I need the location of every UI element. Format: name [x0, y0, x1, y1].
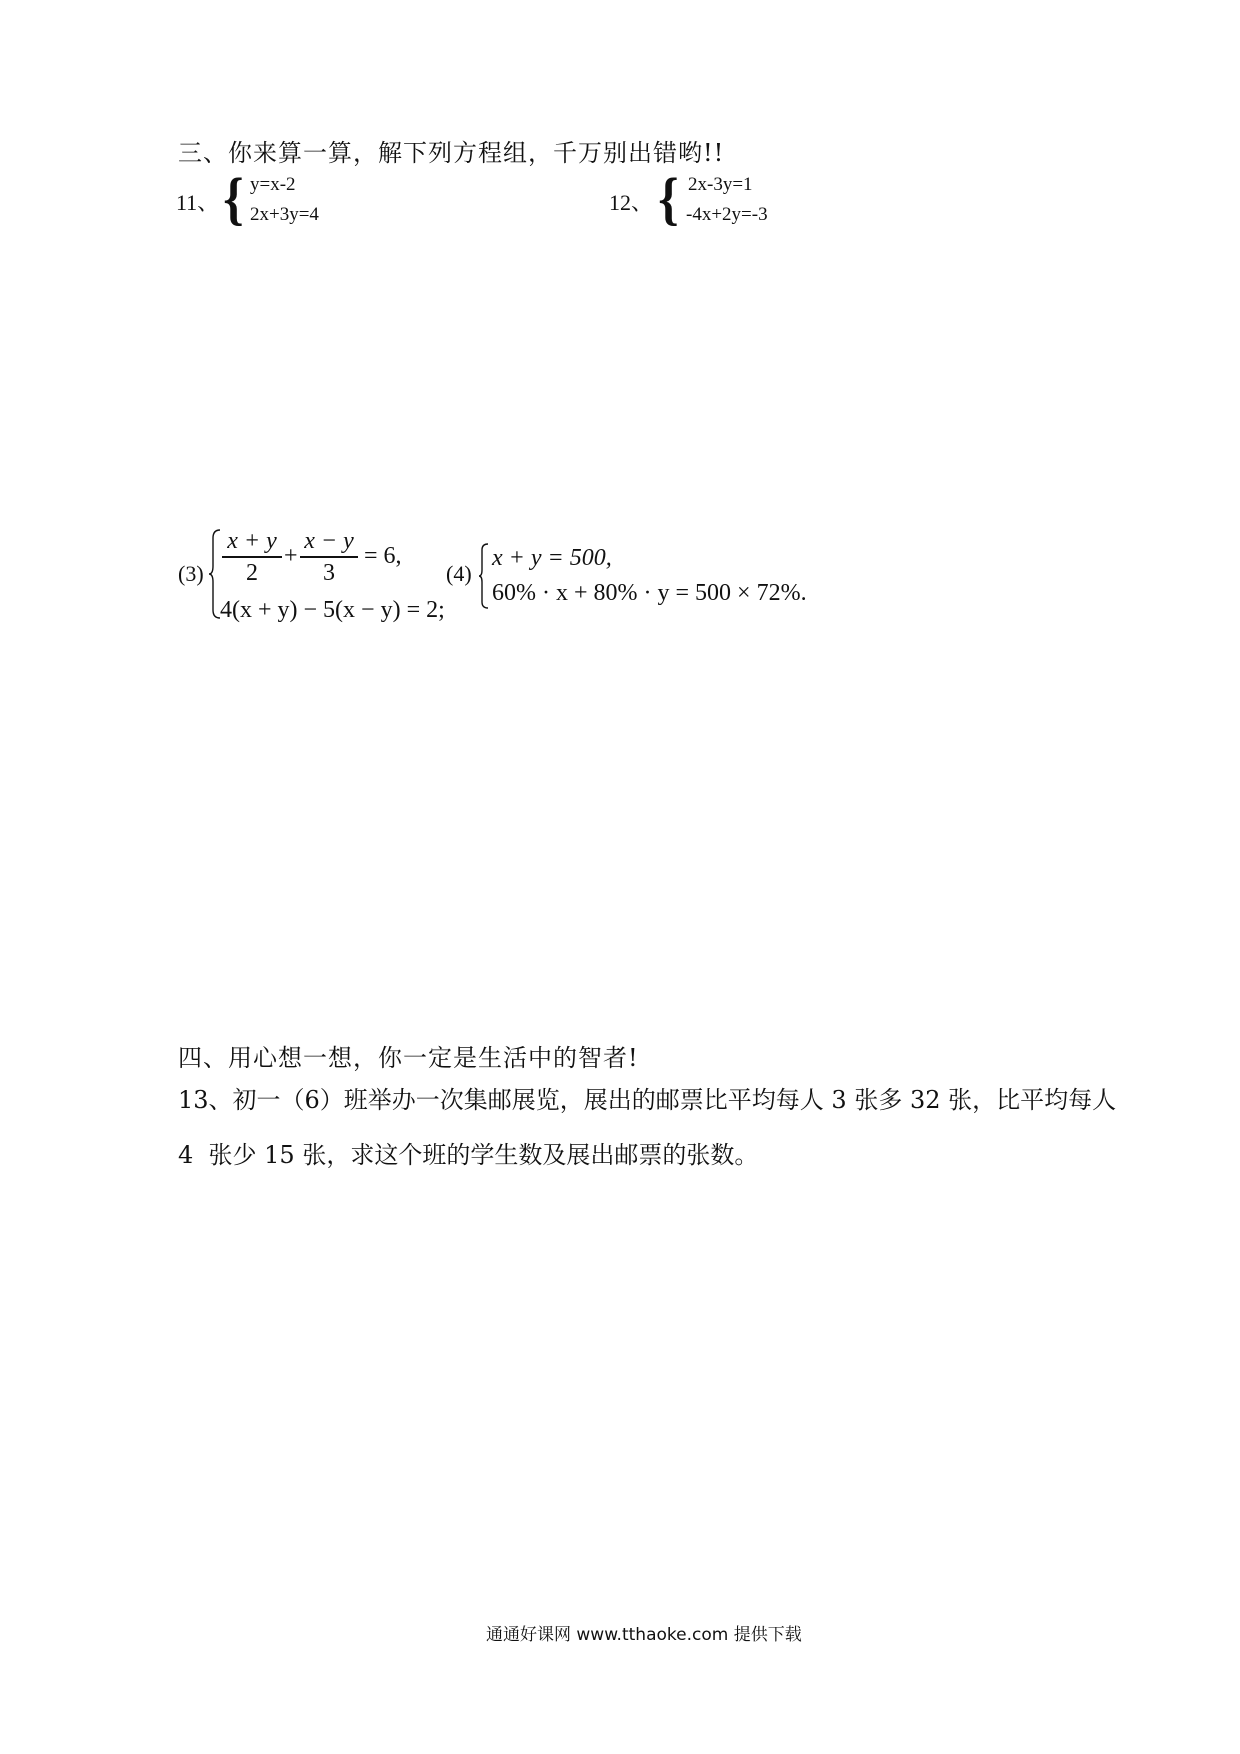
left-brace-icon: {	[223, 166, 244, 231]
question-11-equation-2: 2x+3y=4	[250, 204, 319, 225]
question-3-number: (3)	[178, 561, 204, 586]
question-3-equation-1-rhs: = 6,	[364, 543, 402, 569]
section-3-title: 三、你来算一算，解下列方程组，千万别出错哟!!	[178, 139, 725, 167]
section-4-title: 四、用心想一想，你一定是生活中的智者!	[178, 1044, 639, 1072]
fraction-2-numerator: x − y	[304, 528, 354, 554]
fraction-bar	[222, 556, 282, 558]
fraction-2-denominator: 3	[323, 560, 335, 586]
question-4-equation-1: x + y = 500,	[492, 545, 612, 571]
question-4-equation-2: 60% · x + 80% · y = 500 × 72%.	[492, 580, 807, 606]
question-11-number: 11、	[176, 190, 220, 215]
footer-download-note: 通通好课网 www.tthaoke.com 提供下载	[486, 1625, 802, 1645]
fraction-1-numerator: x + y	[227, 528, 277, 554]
question-12-equation-2: -4x+2y=-3	[686, 204, 768, 225]
left-brace-icon	[478, 542, 490, 610]
plus-sign: +	[284, 543, 298, 569]
question-13-line-1: 13、初一（6）班举办一次集邮展览，展出的邮票比平均每人 3 张多 32 张，比平均每人	[178, 1086, 1117, 1114]
question-11-equation-1: y=x-2	[250, 174, 296, 195]
question-12-number: 12、	[609, 190, 654, 215]
question-12-equation-1: 2x-3y=1	[688, 174, 753, 195]
question-3-equation-2: 4(x + y) − 5(x − y) = 2;	[220, 597, 445, 623]
fraction-1-denominator: 2	[246, 560, 258, 586]
left-brace-icon: {	[658, 166, 679, 231]
question-4-number: (4)	[446, 561, 472, 586]
question-13-line-2: 4 张少 15 张，求这个班的学生数及展出邮票的张数。	[178, 1141, 759, 1169]
fraction-bar	[300, 556, 358, 558]
